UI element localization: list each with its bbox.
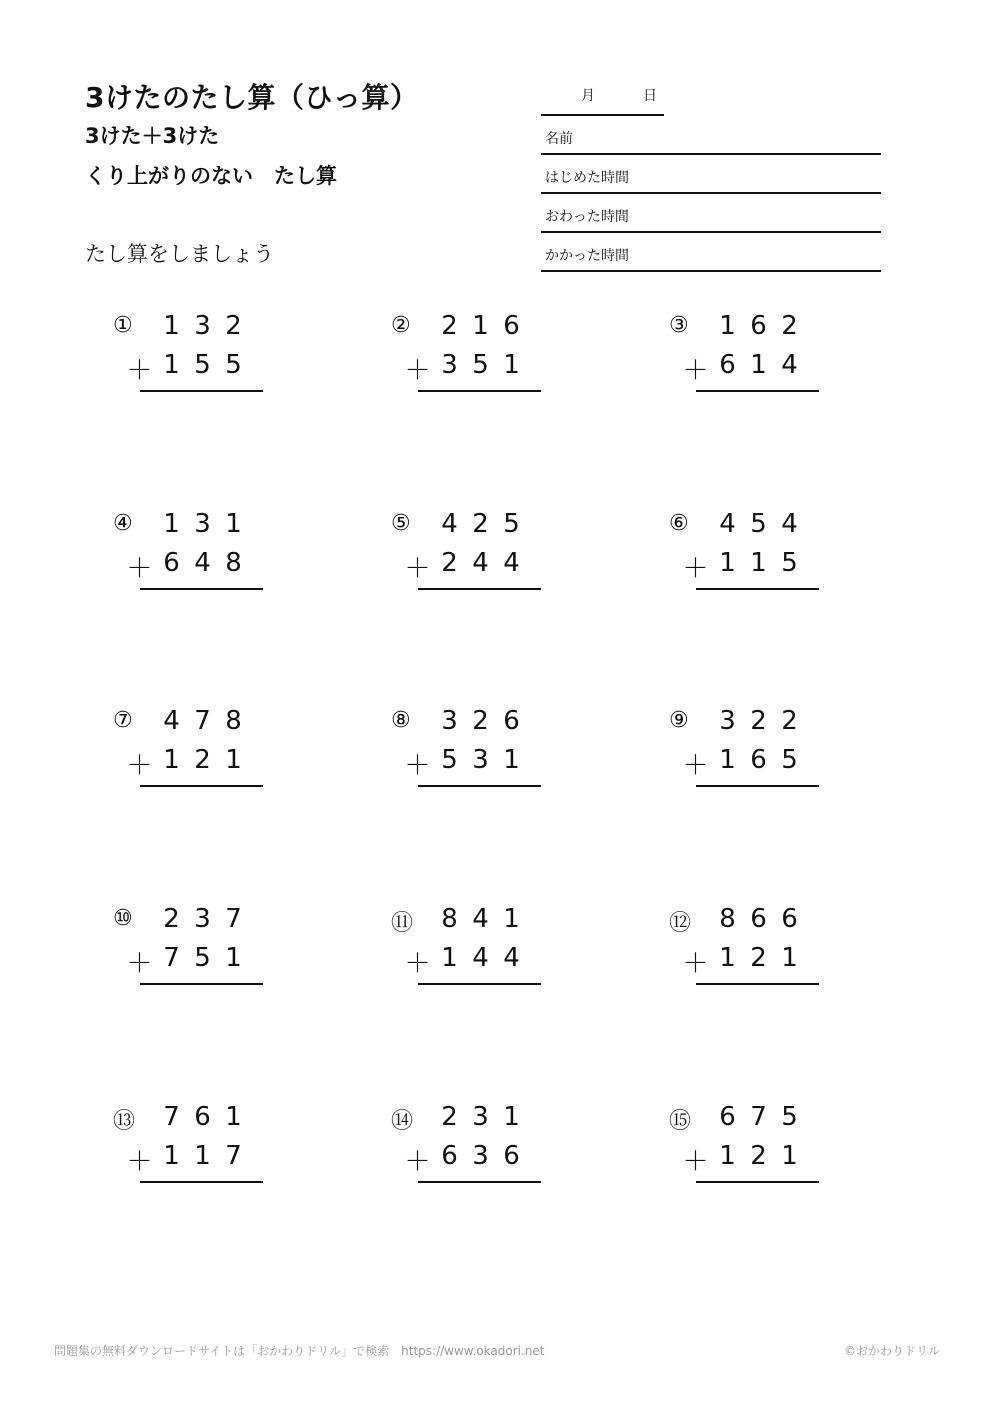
digit: 1 — [472, 311, 489, 341]
digit: 5 — [472, 350, 489, 380]
digit: 1 — [225, 1102, 242, 1132]
top-operand — [156, 509, 249, 539]
top-operand — [434, 311, 527, 341]
problem-number: ② — [391, 313, 411, 338]
sum-line — [696, 588, 819, 590]
digit: 2 — [194, 745, 211, 775]
top-operand — [156, 1102, 249, 1132]
sum-line — [140, 588, 263, 590]
digit: 4 — [163, 706, 180, 736]
top-operand — [434, 706, 527, 736]
plus-sign: ＋ — [126, 1147, 153, 1177]
bottom-operand — [679, 745, 805, 782]
problem-number: ⑮ — [669, 1109, 692, 1134]
footer-download-note: 問題集の無料ダウンロードサイトは「おかわりドリル」で検索 https://www.okadori.net — [54, 1344, 545, 1358]
digit: 1 — [163, 350, 180, 380]
digit: 1 — [719, 311, 736, 341]
top-operand — [156, 311, 249, 341]
start-time-label: はじめた時間 — [545, 170, 629, 186]
digit: 3 — [719, 706, 736, 736]
digit: 1 — [503, 1102, 520, 1132]
bottom-operand — [679, 548, 805, 585]
problem-number: ⑨ — [669, 708, 689, 733]
plus-sign: ＋ — [404, 949, 431, 979]
problem-number: ⑤ — [391, 511, 411, 536]
digit: 4 — [472, 904, 489, 934]
bottom-operand — [401, 1141, 527, 1178]
sum-line — [696, 983, 819, 985]
bottom-operand — [123, 350, 249, 387]
digit: 5 — [781, 745, 798, 775]
sum-line — [418, 785, 541, 787]
problem-item — [391, 511, 611, 591]
problem-item — [669, 511, 889, 591]
digit: 1 — [719, 943, 736, 973]
bottom-operand — [401, 943, 527, 980]
digit: 6 — [441, 1141, 458, 1171]
digit: 6 — [750, 311, 767, 341]
digit: 2 — [781, 706, 798, 736]
digit: 2 — [472, 509, 489, 539]
digit: 1 — [163, 509, 180, 539]
bottom-operand — [401, 745, 527, 782]
digit: 1 — [503, 350, 520, 380]
digit: 4 — [503, 943, 520, 973]
problem-number: ⑭ — [391, 1109, 414, 1134]
digit: 1 — [719, 745, 736, 775]
digit: 5 — [781, 1102, 798, 1132]
digit: 6 — [781, 904, 798, 934]
digit: 4 — [472, 943, 489, 973]
sum-line — [418, 588, 541, 590]
digit: 2 — [441, 1102, 458, 1132]
plus-sign: ＋ — [126, 751, 153, 781]
digit: 8 — [225, 706, 242, 736]
digit: 1 — [225, 943, 242, 973]
digit: 2 — [441, 311, 458, 341]
problem-number: ⑫ — [669, 911, 692, 936]
problem-item — [113, 708, 333, 788]
digit: 7 — [163, 1102, 180, 1132]
plus-sign: ＋ — [126, 949, 153, 979]
top-operand — [712, 904, 805, 934]
worksheet-title: 3けたのたし算（ひっ算） — [85, 81, 419, 114]
digit: 6 — [503, 706, 520, 736]
digit: 5 — [750, 509, 767, 539]
sum-line — [696, 785, 819, 787]
sum-line — [140, 390, 263, 392]
problem-item — [113, 1104, 333, 1184]
digit: 8 — [441, 904, 458, 934]
bottom-operand — [123, 1141, 249, 1178]
problem-number: ⑧ — [391, 708, 411, 733]
plus-sign: ＋ — [682, 554, 709, 584]
digit: 5 — [441, 745, 458, 775]
digit: 7 — [225, 1141, 242, 1171]
digit: 7 — [750, 1102, 767, 1132]
digit: 6 — [719, 1102, 736, 1132]
digit: 1 — [719, 1141, 736, 1171]
problem-item — [113, 313, 333, 393]
plus-sign: ＋ — [126, 356, 153, 386]
sum-line — [418, 1181, 541, 1183]
plus-sign: ＋ — [682, 949, 709, 979]
problem-item — [113, 511, 333, 591]
digit: 5 — [194, 943, 211, 973]
problem-item — [391, 906, 611, 986]
problem-number: ⑥ — [669, 511, 689, 536]
bottom-operand — [401, 350, 527, 387]
top-operand — [712, 1102, 805, 1132]
digit: 1 — [750, 548, 767, 578]
digit: 1 — [163, 1141, 180, 1171]
plus-sign: ＋ — [404, 554, 431, 584]
digit: 6 — [163, 548, 180, 578]
digit: 1 — [503, 904, 520, 934]
digit: 3 — [441, 350, 458, 380]
problem-item — [113, 906, 333, 986]
instruction-text: たし算をしましょう — [85, 242, 274, 266]
plus-sign: ＋ — [682, 1147, 709, 1177]
top-operand — [712, 311, 805, 341]
digit: 4 — [781, 509, 798, 539]
plus-sign: ＋ — [682, 356, 709, 386]
digit: 2 — [225, 311, 242, 341]
digit: 7 — [225, 904, 242, 934]
sum-line — [140, 785, 263, 787]
problem-number: ⑩ — [113, 906, 133, 931]
top-operand — [712, 509, 805, 539]
sum-line — [418, 983, 541, 985]
duration-label: かかった時間 — [545, 248, 629, 264]
end-time-label: おわった時間 — [545, 209, 629, 225]
footer-copyright: ©おかわりドリル — [843, 1344, 940, 1358]
digit: 2 — [750, 1141, 767, 1171]
digit: 2 — [781, 311, 798, 341]
digit: 6 — [503, 1141, 520, 1171]
digit: 1 — [750, 350, 767, 380]
digit: 6 — [719, 350, 736, 380]
month-label: 月 — [581, 88, 595, 104]
bottom-operand — [123, 745, 249, 782]
digit: 1 — [194, 1141, 211, 1171]
problem-item — [391, 708, 611, 788]
plus-sign: ＋ — [126, 554, 153, 584]
digit: 3 — [194, 904, 211, 934]
problem-item — [391, 313, 611, 393]
digit: 5 — [781, 548, 798, 578]
digit: 1 — [719, 548, 736, 578]
digit: 7 — [194, 706, 211, 736]
digit: 4 — [503, 548, 520, 578]
plus-sign: ＋ — [682, 751, 709, 781]
digit: 3 — [441, 706, 458, 736]
problem-number: ⑦ — [113, 708, 133, 733]
digit: 6 — [194, 1102, 211, 1132]
top-operand — [434, 1102, 527, 1132]
digit: 7 — [163, 943, 180, 973]
digit: 5 — [194, 350, 211, 380]
digit: 8 — [225, 548, 242, 578]
digit: 1 — [225, 509, 242, 539]
top-operand — [712, 706, 805, 736]
top-operand — [434, 509, 527, 539]
digit: 6 — [750, 745, 767, 775]
bottom-operand — [123, 548, 249, 585]
problem-number: ⑬ — [113, 1109, 136, 1134]
problem-item — [669, 1104, 889, 1184]
bottom-operand — [679, 1141, 805, 1178]
digit: 3 — [472, 1102, 489, 1132]
digit: 4 — [441, 509, 458, 539]
digit: 1 — [781, 1141, 798, 1171]
problem-number: ① — [113, 313, 133, 338]
digit: 3 — [472, 1141, 489, 1171]
top-operand — [156, 706, 249, 736]
digit: 4 — [472, 548, 489, 578]
digit: 5 — [225, 350, 242, 380]
digit: 3 — [194, 311, 211, 341]
worksheet-subtitle-2: くり上がりのない たし算 — [85, 164, 337, 188]
problem-item — [669, 708, 889, 788]
bottom-operand — [679, 943, 805, 980]
digit: 4 — [194, 548, 211, 578]
sum-line — [418, 390, 541, 392]
digit: 5 — [503, 509, 520, 539]
digit: 2 — [750, 943, 767, 973]
name-label: 名前 — [545, 131, 573, 147]
problem-item — [391, 1104, 611, 1184]
digit: 8 — [719, 904, 736, 934]
sum-line — [696, 390, 819, 392]
digit: 2 — [750, 706, 767, 736]
worksheet-subtitle: 3けた＋3けた — [85, 124, 220, 148]
plus-sign: ＋ — [404, 751, 431, 781]
problem-item — [669, 906, 889, 986]
sum-line — [140, 983, 263, 985]
problem-number: ③ — [669, 313, 689, 338]
bottom-operand — [123, 943, 249, 980]
sum-line — [696, 1181, 819, 1183]
plus-sign: ＋ — [404, 356, 431, 386]
digit: 6 — [503, 311, 520, 341]
digit: 4 — [781, 350, 798, 380]
digit: 3 — [472, 745, 489, 775]
top-operand — [156, 904, 249, 934]
bottom-operand — [401, 548, 527, 585]
digit: 2 — [441, 548, 458, 578]
problem-number: ④ — [113, 511, 133, 536]
top-operand — [434, 904, 527, 934]
problem-number: ⑪ — [391, 911, 414, 936]
day-label: 日 — [643, 88, 657, 104]
plus-sign: ＋ — [404, 1147, 431, 1177]
problem-item — [669, 313, 889, 393]
digit: 1 — [163, 745, 180, 775]
sum-line — [140, 1181, 263, 1183]
digit: 1 — [781, 943, 798, 973]
digit: 1 — [163, 311, 180, 341]
digit: 1 — [441, 943, 458, 973]
digit: 2 — [163, 904, 180, 934]
digit: 4 — [719, 509, 736, 539]
digit: 3 — [194, 509, 211, 539]
digit: 2 — [472, 706, 489, 736]
bottom-operand — [679, 350, 805, 387]
digit: 6 — [750, 904, 767, 934]
digit: 1 — [225, 745, 242, 775]
digit: 1 — [503, 745, 520, 775]
